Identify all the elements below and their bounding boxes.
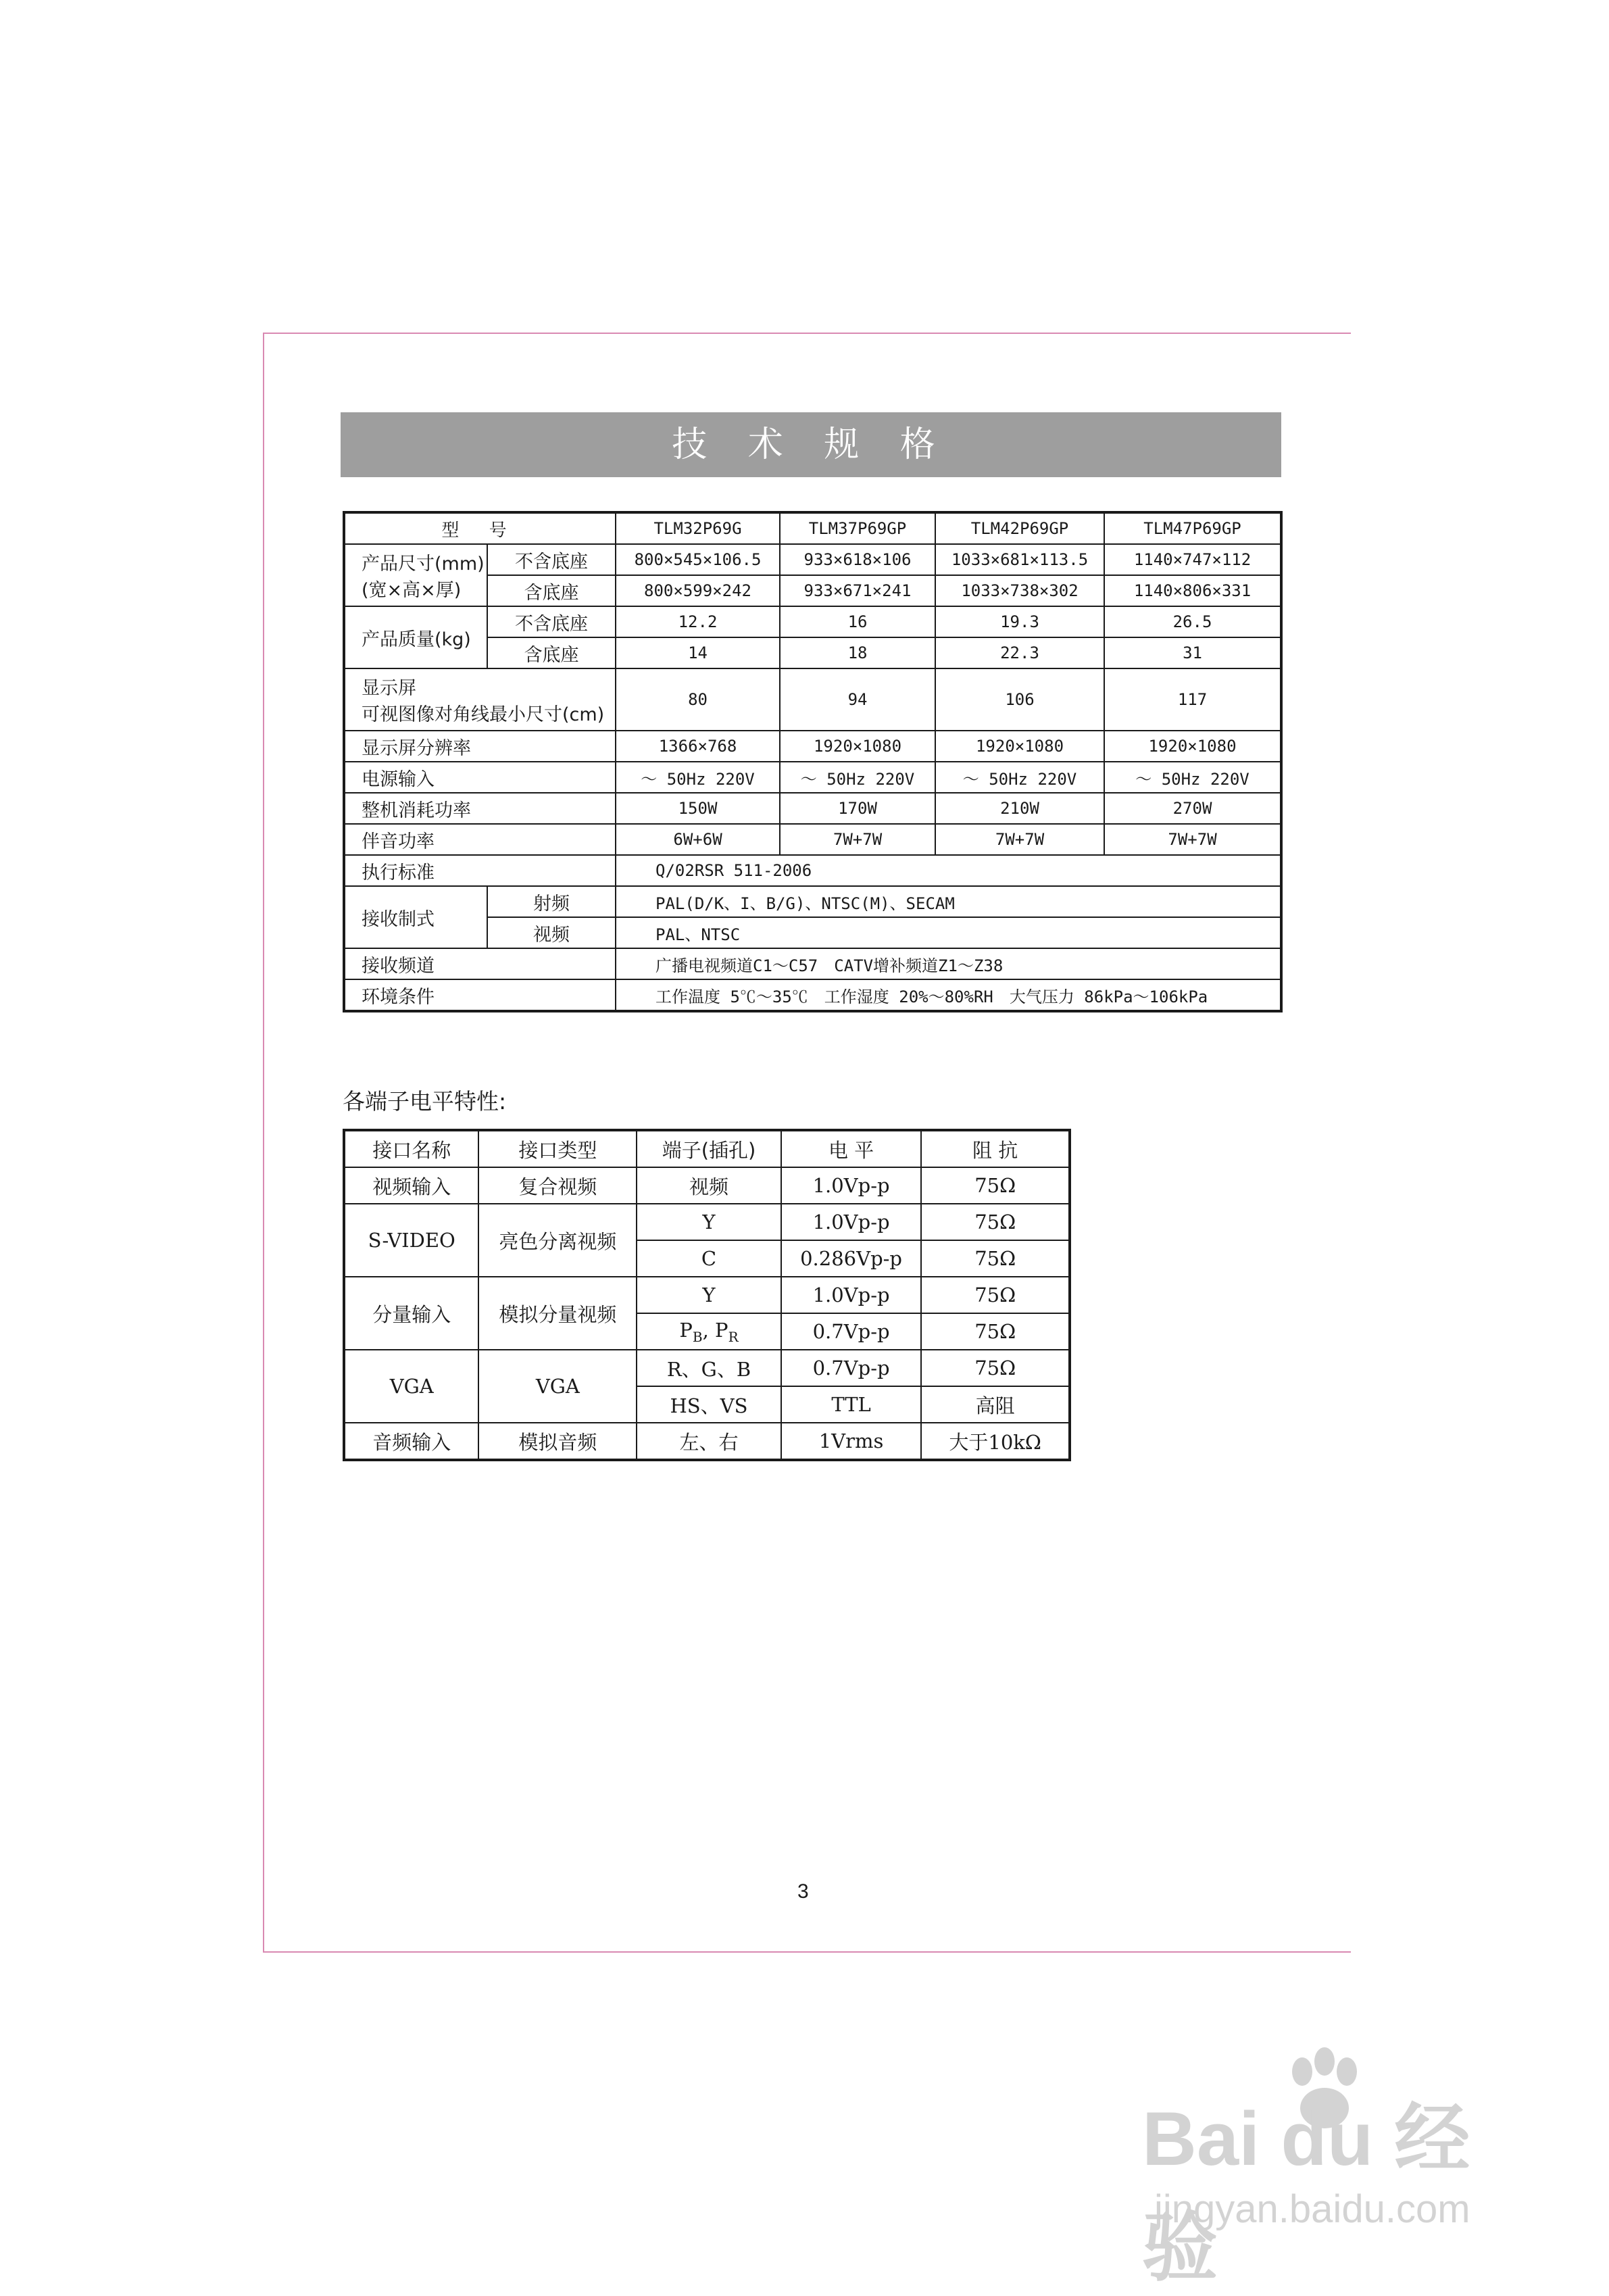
table-cell: 0.286Vp-p xyxy=(781,1240,922,1277)
table-cell: 高阻 xyxy=(921,1386,1070,1423)
table-cell: VGA xyxy=(478,1350,637,1423)
page-frame-top-line xyxy=(263,333,1351,334)
table-row xyxy=(344,886,1281,917)
watermark-logo-text: Bai du 经验 xyxy=(1142,2097,1470,2290)
table-cell: 分量输入 xyxy=(344,1277,478,1350)
table-row xyxy=(344,1423,1070,1460)
reception-video-value: PAL、NTSC xyxy=(616,917,1281,948)
size-without-base-label: 不含底座 xyxy=(487,544,616,575)
table-row xyxy=(344,544,1281,575)
table-cell: 1.0Vp-p xyxy=(781,1277,922,1313)
table-cell: 1920×1080 xyxy=(780,731,935,762)
spec-table xyxy=(343,511,1283,1012)
resolution-label: 显示屏分辨率 xyxy=(344,731,616,762)
table-cell: 音频输入 xyxy=(344,1423,478,1460)
table-cell: 7W+7W xyxy=(935,824,1104,855)
table-cell: 18 xyxy=(780,637,935,668)
table-cell: 0.7Vp-p xyxy=(781,1313,922,1350)
page-frame-left-line xyxy=(263,333,264,1951)
model-header: 型 号 xyxy=(344,512,616,544)
model-cell: TLM47P69GP xyxy=(1104,512,1281,544)
table-cell: 210W xyxy=(935,793,1104,824)
table-cell: 106 xyxy=(935,668,1104,731)
port-table xyxy=(343,1129,1071,1461)
reception-rf-label: 射频 xyxy=(487,886,616,917)
table-cell: 270W xyxy=(1104,793,1281,824)
standard-value: Q/02RSR 511-2006 xyxy=(616,855,1281,886)
table-cell: 150W xyxy=(616,793,780,824)
page-title: 技 术 规 格 xyxy=(341,412,1281,477)
environment-label: 环境条件 xyxy=(344,979,616,1011)
reception-video-label: 视频 xyxy=(487,917,616,948)
table-cell: 16 xyxy=(780,606,935,637)
size-with-base-label: 含底座 xyxy=(487,575,616,606)
pb-label: P xyxy=(679,1318,693,1342)
table-cell: 1033×738×302 xyxy=(935,575,1104,606)
pb-subscript: B xyxy=(692,1328,703,1345)
table-cell: 94 xyxy=(780,668,935,731)
weight-without-base-label: 不含底座 xyxy=(487,606,616,637)
table-cell: ～ 50Hz 220V xyxy=(935,762,1104,793)
weight-with-base-label: 含底座 xyxy=(487,637,616,668)
watermark-url: jingyan.baidu.com xyxy=(1154,2187,1470,2231)
table-cell: 1033×681×113.5 xyxy=(935,544,1104,575)
size-label-line1: 产品尺寸(mm) xyxy=(362,554,485,575)
channels-value: 广播电视频道C1～C57 CATV增补频道Z1～Z38 xyxy=(616,948,1281,979)
table-cell: TTL xyxy=(781,1386,922,1423)
table-cell: 1920×1080 xyxy=(935,731,1104,762)
table-cell xyxy=(637,1313,781,1350)
table-row xyxy=(344,668,1281,731)
table-cell: 75Ω xyxy=(921,1277,1070,1313)
table-cell: 75Ω xyxy=(921,1167,1070,1204)
table-row xyxy=(344,731,1281,762)
table-cell: C xyxy=(637,1240,781,1277)
table-row xyxy=(344,606,1281,637)
table-cell: 19.3 xyxy=(935,606,1104,637)
table-row xyxy=(344,762,1281,793)
port-header-cell: 接口类型 xyxy=(478,1130,637,1167)
table-cell: 75Ω xyxy=(921,1313,1070,1350)
port-section-title: 各端子电平特性: xyxy=(343,1088,507,1115)
model-cell: TLM37P69GP xyxy=(780,512,935,544)
channels-label: 接收频道 xyxy=(344,948,616,979)
table-cell: 左、右 xyxy=(637,1423,781,1460)
table-cell: ～ 50Hz 220V xyxy=(616,762,780,793)
table-cell: 1366×768 xyxy=(616,731,780,762)
table-cell: 7W+7W xyxy=(780,824,935,855)
environment-value: 工作温度 5℃～35℃ 工作湿度 20%～80%RH 大气压力 86kPa～106kPa xyxy=(616,979,1281,1011)
table-cell: 22.3 xyxy=(935,637,1104,668)
table-cell: ～ 50Hz 220V xyxy=(780,762,935,793)
table-cell: 7W+7W xyxy=(1104,824,1281,855)
table-cell: Y xyxy=(637,1277,781,1313)
size-label xyxy=(344,544,487,606)
table-cell: ～ 50Hz 220V xyxy=(1104,762,1281,793)
weight-label: 产品质量(kg) xyxy=(344,606,487,668)
table-cell: 0.7Vp-p xyxy=(781,1350,922,1386)
table-cell: 170W xyxy=(780,793,935,824)
table-cell: 14 xyxy=(616,637,780,668)
table-cell: 933×618×106 xyxy=(780,544,935,575)
port-header-cell: 阻 抗 xyxy=(921,1130,1070,1167)
table-cell: 1.0Vp-p xyxy=(781,1167,922,1204)
table-cell: 1140×806×331 xyxy=(1104,575,1281,606)
table-cell: 1140×747×112 xyxy=(1104,544,1281,575)
port-header-cell: 电 平 xyxy=(781,1130,922,1167)
table-row xyxy=(344,855,1281,886)
table-cell: 933×671×241 xyxy=(780,575,935,606)
pr-label: , P xyxy=(702,1318,728,1342)
table-cell: 75Ω xyxy=(921,1204,1070,1240)
port-header-cell: 端子(插孔) xyxy=(637,1130,781,1167)
table-cell: 复合视频 xyxy=(478,1167,637,1204)
table-cell: 31 xyxy=(1104,637,1281,668)
table-cell: 12.2 xyxy=(616,606,780,637)
table-cell: 75Ω xyxy=(921,1240,1070,1277)
table-cell: 800×545×106.5 xyxy=(616,544,780,575)
table-cell: 75Ω xyxy=(921,1350,1070,1386)
spec-header-row xyxy=(344,512,1281,544)
consumption-label: 整机消耗功率 xyxy=(344,793,616,824)
standard-label: 执行标准 xyxy=(344,855,616,886)
pr-subscript: R xyxy=(728,1328,739,1345)
screen-label-line2: 可视图像对角线最小尺寸(cm) xyxy=(362,704,605,725)
table-cell: 117 xyxy=(1104,668,1281,731)
power-input-label: 电源输入 xyxy=(344,762,616,793)
table-cell: 视频 xyxy=(637,1167,781,1204)
screen-label-line1: 显示屏 xyxy=(362,678,416,699)
table-cell: 1920×1080 xyxy=(1104,731,1281,762)
table-cell: 26.5 xyxy=(1104,606,1281,637)
table-cell: 视频输入 xyxy=(344,1167,478,1204)
reception-rf-value: PAL(D/K、I、B/G)、NTSC(M)、SECAM xyxy=(616,886,1281,917)
table-cell: 大于10kΩ xyxy=(921,1423,1070,1460)
table-cell: 亮色分离视频 xyxy=(478,1204,637,1277)
baidu-jingyan-watermark xyxy=(1142,2041,1520,2290)
model-cell: TLM42P69GP xyxy=(935,512,1104,544)
table-row xyxy=(344,979,1281,1011)
size-label-line2: (宽×高×厚) xyxy=(362,580,462,601)
table-cell: 6W+6W xyxy=(616,824,780,855)
table-cell: HS、VS xyxy=(637,1386,781,1423)
table-cell: R、G、B xyxy=(637,1350,781,1386)
port-header-cell: 接口名称 xyxy=(344,1130,478,1167)
page-frame-bottom-line xyxy=(263,1951,1351,1953)
table-cell: 模拟音频 xyxy=(478,1423,637,1460)
table-cell: 1Vrms xyxy=(781,1423,922,1460)
table-row xyxy=(344,1350,1070,1386)
table-row xyxy=(344,1277,1070,1313)
table-row xyxy=(344,948,1281,979)
reception-label: 接收制式 xyxy=(344,886,487,948)
port-header-row xyxy=(344,1130,1070,1167)
screen-label xyxy=(344,668,616,731)
table-row xyxy=(344,1167,1070,1204)
table-cell: 80 xyxy=(616,668,780,731)
audio-power-label: 伴音功率 xyxy=(344,824,616,855)
table-cell: 1.0Vp-p xyxy=(781,1204,922,1240)
table-row xyxy=(344,824,1281,855)
table-row xyxy=(344,1204,1070,1240)
table-cell: VGA xyxy=(344,1350,478,1423)
page-number: 3 xyxy=(797,1880,809,1903)
model-cell: TLM32P69G xyxy=(616,512,780,544)
table-row xyxy=(344,793,1281,824)
table-cell: S-VIDEO xyxy=(344,1204,478,1277)
table-cell: Y xyxy=(637,1204,781,1240)
table-cell: 模拟分量视频 xyxy=(478,1277,637,1350)
table-cell: 800×599×242 xyxy=(616,575,780,606)
